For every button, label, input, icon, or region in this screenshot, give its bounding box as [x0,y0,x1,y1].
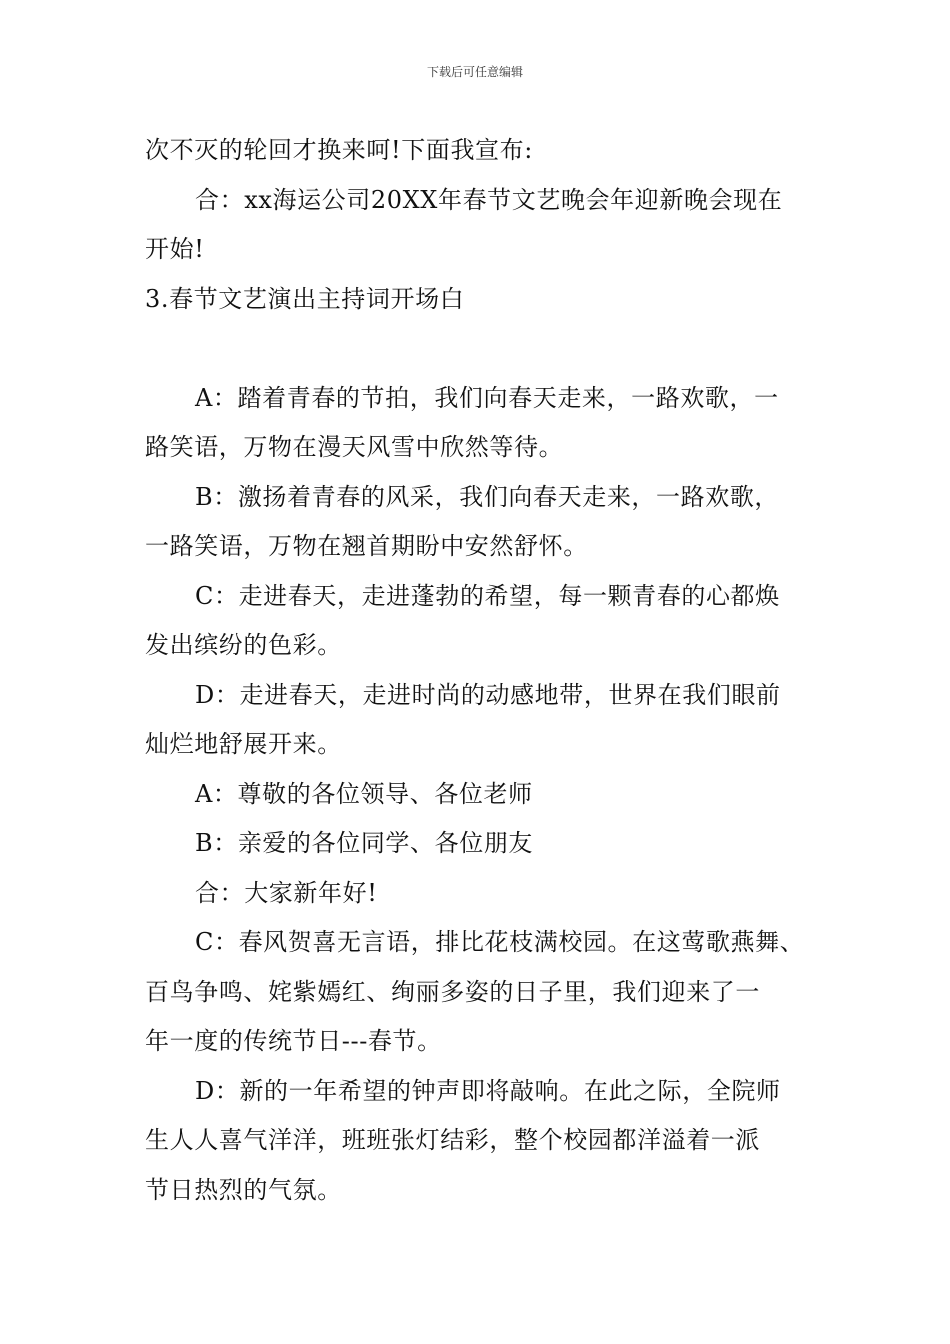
text-line: 开始! [145,235,205,263]
text-line: 次不灭的轮回才换来呵!下面我宣布: [145,136,533,164]
text-line: 生人人喜气洋洋，班班张灯结彩，整个校园都洋溢着一派 [145,1126,760,1154]
text-line: 年一度的传统节日---春节。 [145,1027,442,1055]
text-line: 节日热烈的气氛。 [145,1175,342,1204]
text-line: 合：xx海运公司20XX年春节文艺晚会年迎新晚会现在 [195,185,783,214]
text-line: 一路笑语，万物在翘首期盼中安然舒怀。 [145,532,588,560]
text-line: D：走进春天，走进时尚的动感地带，世界在我们眼前 [195,680,781,709]
text-line: 发出缤纷的色彩。 [145,631,342,659]
text-line: 路笑语，万物在漫天风雪中欣然等待。 [145,433,564,461]
text-line: D：新的一年希望的钟声即将敲响。在此之际，全院师 [195,1076,781,1105]
section-heading: 3.春节文艺演出主持词开场白 [145,284,465,313]
text-line: 灿烂地舒展开来。 [145,730,342,758]
text-line: A：踏着青春的节拍，我们向春天走来，一路欢歌，一 [195,383,779,412]
text-line: C：春风贺喜无言语，排比花枝满校园。在这莺歌燕舞、 [195,928,805,956]
text-line: 合：大家新年好! [195,878,378,907]
page-header: 下载后可任意编辑 [426,65,523,79]
text-line: B：亲爱的各位同学、各位朋友 [195,829,534,857]
text-line: 百鸟争鸣、姹紫嫣红、绚丽多姿的日子里，我们迎来了一 [145,977,760,1006]
document-body [145,126,825,1215]
blank-line [145,324,825,374]
text-line: A：尊敬的各位领导、各位老师 [195,779,533,808]
text-line: B：激扬着青春的风采，我们向春天走来，一路欢歌， [195,482,780,511]
text-line: C：走进春天，走进蓬勃的希望，每一颗青春的心都焕 [195,581,780,610]
